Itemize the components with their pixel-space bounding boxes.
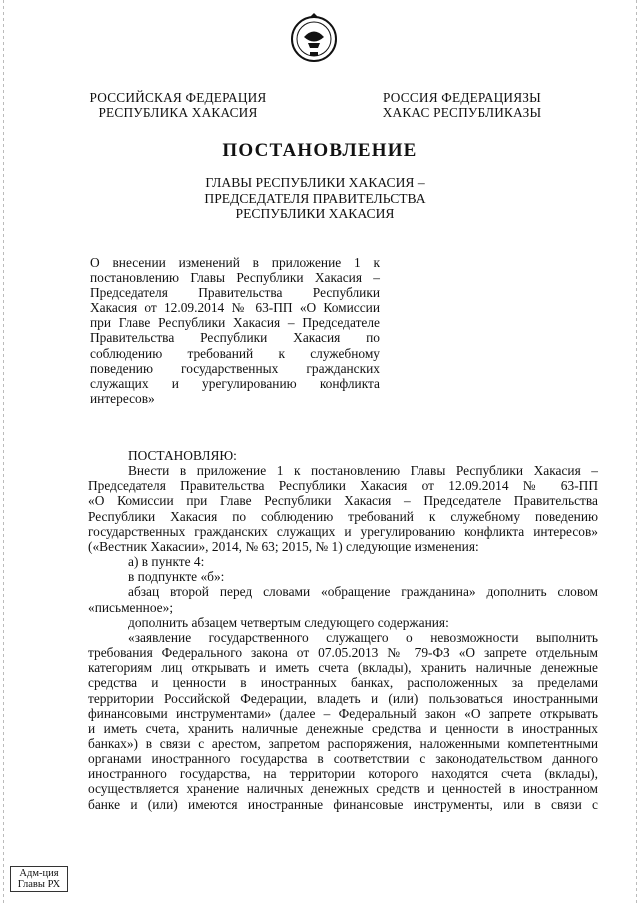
coat-of-arms-emblem <box>289 12 339 64</box>
registry-stamp <box>10 866 68 892</box>
subtitle-line: РЕСПУБЛИКИ ХАКАСИЯ <box>235 206 395 222</box>
left-margin-perforation <box>3 0 4 905</box>
stamp-line: Адм-ция <box>19 868 59 879</box>
body-line: абзац второй перед словами «обращение гражданина» дополнить словом <box>128 584 598 600</box>
body-line: банках») в связи с арестом, запретом распоряжения, наложенными компетентными <box>88 735 598 751</box>
body-line: Председателя Правительства Республики Хакасия от 12.09.2014 № 63-ПП <box>88 478 598 494</box>
subject-line: соблюдению требований к служебному <box>90 345 380 361</box>
body-line: Внести в приложение 1 к постановлению Главы Республики Хакасия – <box>128 463 598 479</box>
document-title: ПОСТАНОВЛЕНИЕ <box>222 140 418 161</box>
body-line: требования Федерального закона от 07.05.2013 № 79-ФЗ «О запрете отдельным <box>88 645 598 661</box>
body-line: средства и ценности в иностранных банках, расположенных за пределами <box>88 675 598 691</box>
header-left-line1: РОССИЙСКАЯ ФЕДЕРАЦИЯ <box>89 90 267 105</box>
body-line: органами иностранного государства в соответствии с законодательством данного <box>88 751 598 767</box>
subtitle-line: ГЛАВЫ РЕСПУБЛИКИ ХАКАСИЯ – <box>205 175 425 190</box>
subtitle-line: ПРЕДСЕДАТЕЛЯ ПРАВИТЕЛЬСТВА <box>204 190 426 206</box>
subject-line: служащих и урегулированию конфликта <box>90 375 380 391</box>
body-line: осуществляется хранение наличных денежных средств и ценностей в иностранном <box>88 781 598 797</box>
body-line: «заявление государственного служащего о невозможности выполнить <box>128 629 598 645</box>
subject-line: О внесении изменений в приложение 1 к <box>90 255 380 270</box>
subject-line: поведению государственных гражданских <box>90 360 380 376</box>
document-subtitle <box>180 175 450 222</box>
body-line: иностранного государства, на территории которого находятся счета (вклады), <box>88 766 598 782</box>
body-line: финансовыми инструментами» (далее – Федеральный закон «О запрете открывать <box>88 705 598 721</box>
subject-line: Хакасия от 12.09.2014 № 63-ПП «О Комиссии <box>90 300 380 316</box>
body-line: дополнить абзацем четвертым следующего содержания: <box>128 614 449 630</box>
body-line: в подпункте «б»: <box>128 569 225 585</box>
body-line: и иметь счета, хранить наличные денежные средства и ценности в иностранных <box>88 720 598 736</box>
subject-line: Председателя Правительства Республики <box>90 285 380 301</box>
body-line: банке и (или) имеются иностранные финансовые инструменты, или в связи с <box>88 796 598 812</box>
body-line: («Вестник Хакасии», 2014, № 63; 2015, № 1) следующие изменения: <box>88 538 479 554</box>
right-margin-perforation <box>636 0 637 905</box>
subject-block <box>90 255 380 406</box>
resolution-body <box>88 448 598 812</box>
body-line: территории Российской Федерации, владеть и (или) пользоваться иностранными <box>88 690 598 706</box>
body-line: Республики Хакасия по соблюдению требований к служебному поведению <box>88 508 598 524</box>
subject-line: Правительства Республики Хакасия по <box>90 330 380 346</box>
stamp-line: Главы РХ <box>17 879 61 890</box>
body-line: а) в пункте 4: <box>128 554 205 570</box>
body-line: «письменное»; <box>88 599 174 615</box>
body-line: «О Комиссии при Главе Республики Хакасия – Председателе Правительства <box>88 493 598 509</box>
header-left-line2: РЕСПУБЛИКА ХАКАСИЯ <box>98 105 258 120</box>
subject-line: постановлению Главы Республики Хакасия – <box>90 270 380 286</box>
header-right-line1: РОССИЯ ФЕДЕРАЦИЯЗЫ <box>383 90 541 105</box>
resolution-heading: ПОСТАНОВЛЯЮ: <box>128 448 237 463</box>
header-left <box>88 90 268 120</box>
header-right-line2: ХАКАС РЕСПУБЛИКАЗЫ <box>382 105 542 120</box>
subject-line: интересов» <box>90 390 155 406</box>
subject-line: при Главе Республики Хакасия – Председателе <box>90 315 380 331</box>
body-line: категориям лиц открывать и иметь счета (вклады), хранить наличные денежные <box>88 660 598 676</box>
header-right <box>378 90 546 120</box>
body-line: государственных гражданских служащих и урегулированию конфликта интересов» <box>88 523 598 539</box>
